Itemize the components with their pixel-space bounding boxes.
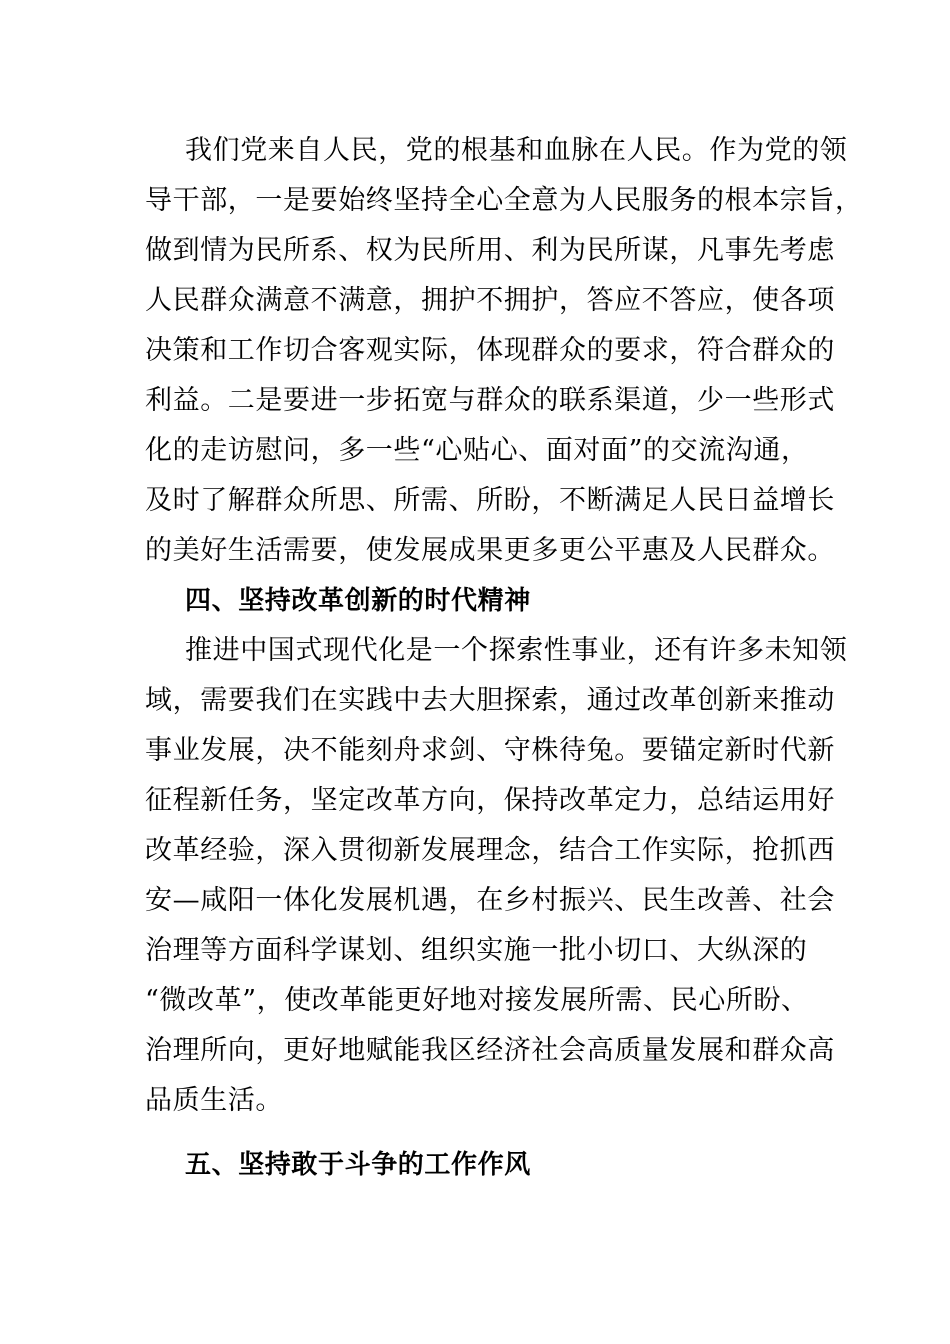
paragraph-line: 及时了解群众所思、所需、所盼，不断满足人民日益增长 bbox=[145, 485, 835, 516]
section-heading-four: 四、坚持改革创新的时代精神 bbox=[185, 586, 531, 616]
paragraph-line: 利益。二是要进一步拓宽与群众的联系渠道，少一些形式 bbox=[145, 385, 835, 416]
section-heading-five: 五、坚持敢于斗争的工作作风 bbox=[185, 1150, 531, 1180]
paragraph-line: 安—咸阳一体化发展机遇，在乡村振兴、民生改善、社会 bbox=[145, 885, 835, 916]
paragraph-line: 事业发展，决不能刻舟求剑、守株待兔。要锚定新时代新 bbox=[145, 735, 835, 766]
paragraph-line: 我们党来自人民，党的根基和血脉在人民。作为党的领 bbox=[185, 135, 848, 166]
paragraph-line: 治理等方面科学谋划、组织实施一批小切口、大纵深的 bbox=[145, 935, 808, 966]
paragraph-line: 决策和工作切合客观实际，体现群众的要求，符合群众的 bbox=[145, 335, 835, 366]
paragraph-line: 征程新任务，坚定改革方向，保持改革定力，总结运用好 bbox=[145, 785, 835, 816]
paragraph-line: 做到情为民所系、权为民所用、利为民所谋，凡事先考虑 bbox=[145, 235, 835, 266]
paragraph-line: 化的走访慰问，多一些“心贴心、面对面”的交流沟通， bbox=[145, 435, 809, 466]
paragraph-line: 的美好生活需要，使发展成果更多更公平惠及人民群众。 bbox=[145, 535, 835, 566]
paragraph-line: 人民群众满意不满意，拥护不拥护，答应不答应，使各项 bbox=[145, 285, 835, 316]
paragraph-line: “微改革”，使改革能更好地对接发展所需、民心所盼、 bbox=[145, 985, 809, 1016]
document-body bbox=[145, 126, 863, 1190]
section-spacer bbox=[145, 1126, 805, 1140]
paragraph-reform bbox=[145, 626, 848, 1126]
paragraph-line: 品质生活。 bbox=[145, 1085, 283, 1116]
paragraph-people bbox=[145, 126, 863, 576]
paragraph-line: 推进中国式现代化是一个探索性事业，还有许多未知领 bbox=[185, 635, 848, 666]
paragraph-line: 域，需要我们在实践中去大胆探索，通过改革创新来推动 bbox=[145, 685, 835, 716]
paragraph-line: 导干部，一是要始终坚持全心全意为人民服务的根本宗旨， bbox=[145, 185, 863, 216]
paragraph-line: 治理所向，更好地赋能我区经济社会高质量发展和群众高 bbox=[145, 1035, 835, 1066]
paragraph-line: 改革经验，深入贯彻新发展理念，结合工作实际，抢抓西 bbox=[145, 835, 835, 866]
